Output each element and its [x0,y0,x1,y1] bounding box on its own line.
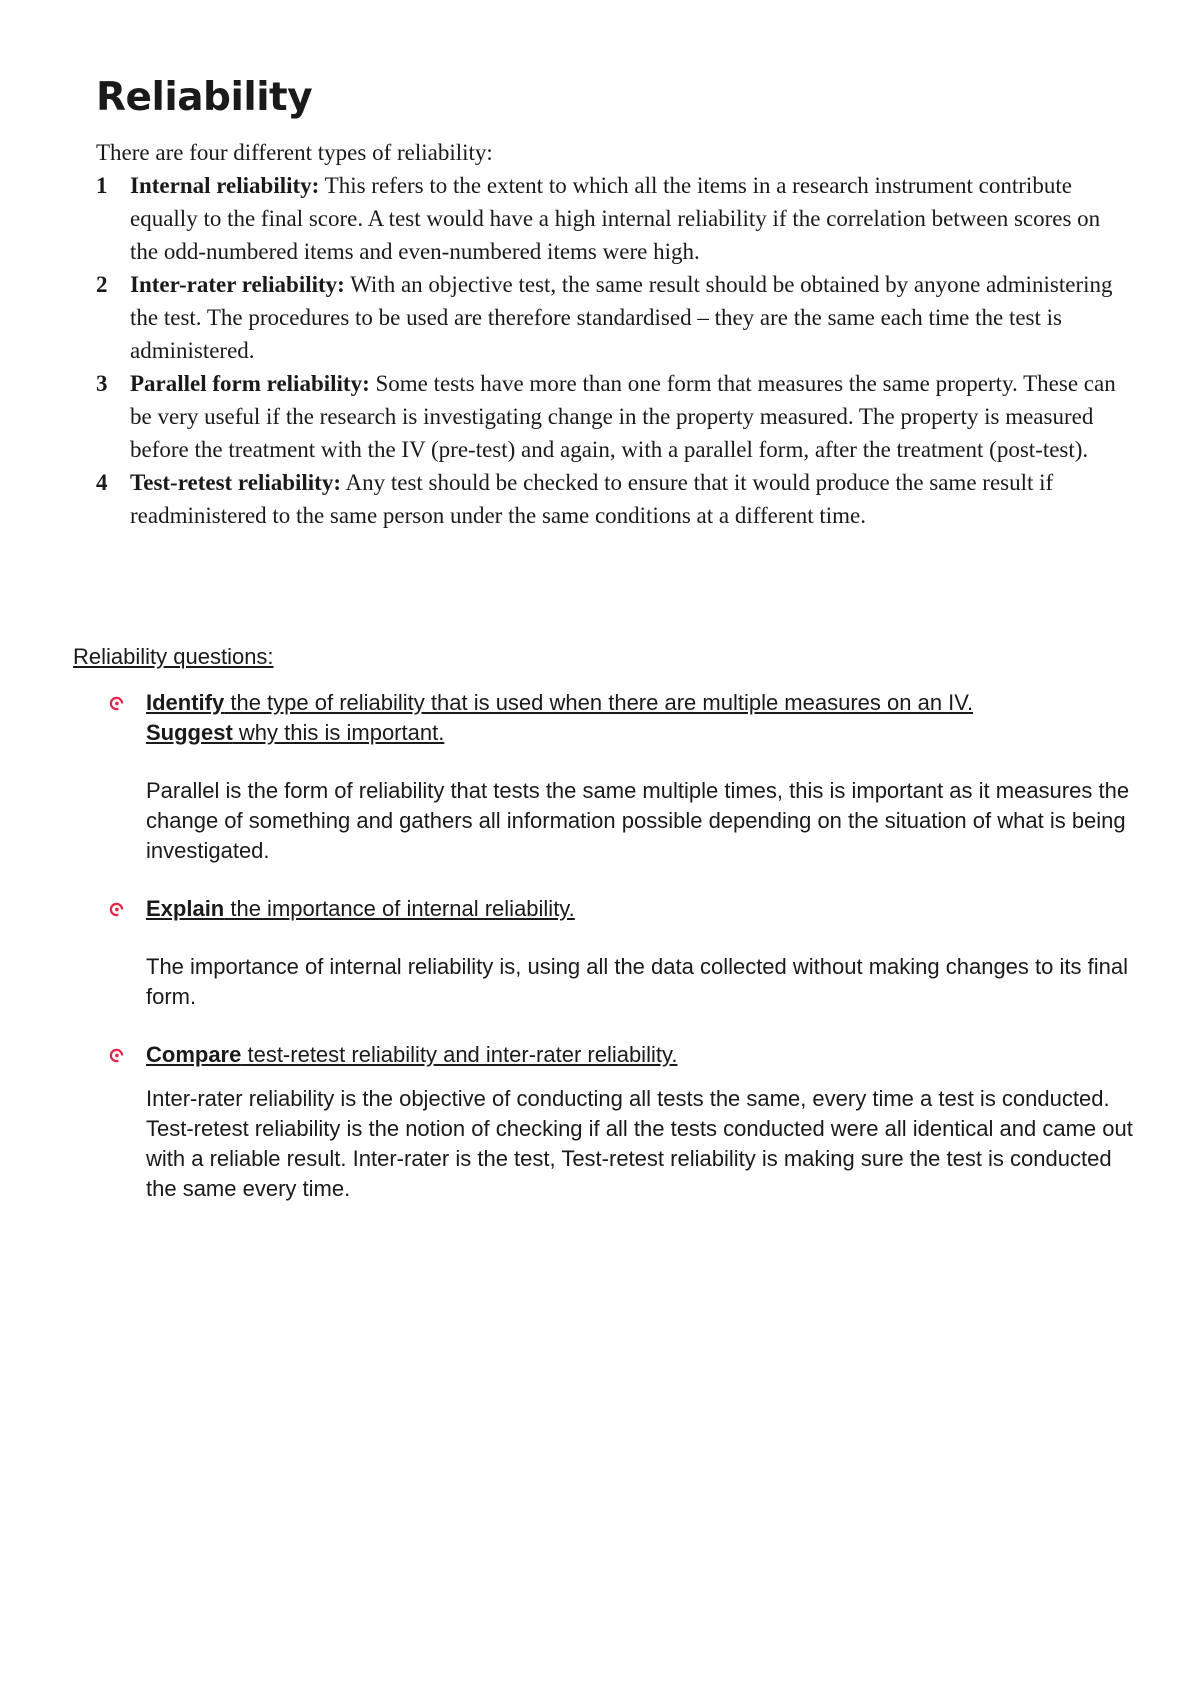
type-item-internal [96,169,1130,268]
question-body: the importance of internal reliability. [224,896,575,921]
question-verb: Identify [146,690,225,715]
type-term: Parallel form reliability: [130,371,370,396]
question-text [146,688,1133,748]
question-text [146,1040,1133,1070]
questions-heading: Reliability questions: [73,644,274,669]
question-block-1 [146,688,1133,866]
type-description: With an objective test, the same result should be obtained by anyone administering the test. The procedures to be used are therefore standardised – they are the same each time the test is administered. [130,272,1113,363]
type-item-inter-rater [96,268,1130,367]
type-item-test-retest [96,466,1130,532]
swirl-bullet-icon [109,1048,124,1063]
question-block-3 [146,1040,1133,1204]
reliability-types-list [96,169,1116,532]
question-verb: Explain [146,896,225,921]
question-text [146,894,1133,924]
swirl-bullet-icon [109,696,124,711]
type-term: Test-retest reliability: [130,470,341,495]
question-body: why this is important. [232,720,445,745]
type-description: Some tests have more than one form that measures the same property. These can be very useful if the research is investigating change in the property measured. The property is measured before the treatment with the IV (pre-test) and again, with a parallel form, after the treatment (post-test). [130,371,1116,462]
type-number: 3 [96,371,108,396]
textbook-excerpt [96,74,1116,532]
question-block-2 [146,894,1133,1012]
question-body: test-retest reliability and inter-rater reliability. [241,1042,678,1067]
swirl-bullet-icon [109,902,124,917]
page-title: Reliability [96,75,313,120]
type-term: Internal reliability: [130,173,320,198]
question-verb: Compare [146,1042,242,1067]
intro-text: There are four different types of reliability: [96,140,493,165]
type-number: 1 [96,173,108,198]
answer-text: Parallel is the form of reliability that tests the same multiple times, this is important as it measures the change of something and gathers all information possible depending on the situation of what is being investigated. [146,778,1130,863]
answer-text: The importance of internal reliability is, using all the data collected without making changes to its final form. [146,954,1128,1009]
type-term: Inter-rater reliability: [130,272,345,297]
type-description: Any test should be checked to ensure that it would produce the same result if readministered to the same person under the same conditions at a different time. [130,470,1054,528]
questions-section [73,642,1133,1204]
type-number: 2 [96,272,108,297]
answer-text: Inter-rater reliability is the objective of conducting all tests the same, every time a test is conducted. Test-retest reliability is the notion of checking if all the tests conducted were all identical and came out with a reliable result. Inter-rater is the test, Test-retest reliability is making sure the test is conducted the same every time. [146,1086,1133,1201]
type-description: This refers to the extent to which all the items in a research instrument contribute equally to the final score. A test would have a high internal reliability if the correlation between scores on the odd-numbered items and even-numbered items were high. [130,173,1101,264]
question-verb: Suggest [146,720,233,745]
type-number: 4 [96,470,108,495]
question-body: the type of reliability that is used when there are multiple measures on an IV. [224,690,974,715]
type-item-parallel-form [96,367,1130,466]
